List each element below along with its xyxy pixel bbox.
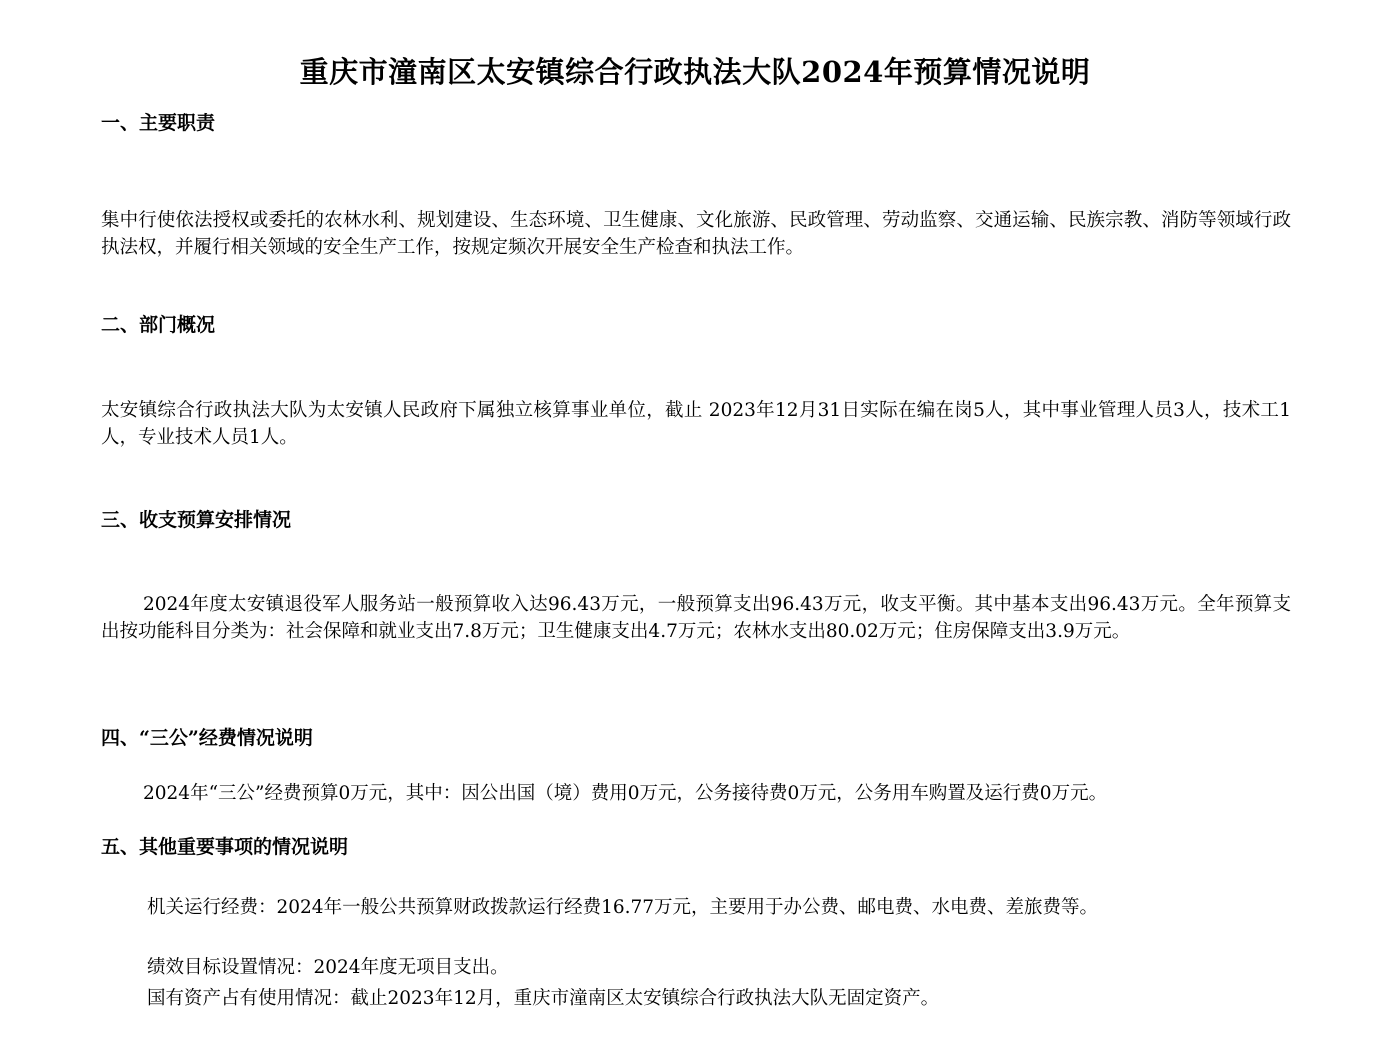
section-heading-three-public: 四、“三公”经费情况说明 bbox=[101, 727, 313, 749]
section-heading-overview: 二、部门概况 bbox=[101, 314, 216, 336]
section-paragraph-three-public: 2024年“三公”经费预算0万元，其中：因公出国（境）费用0万元，公务接待费0万元，公务用车购置及运行费0万元。 bbox=[143, 783, 1108, 804]
section-heading-duties: 一、主要职责 bbox=[101, 112, 216, 134]
section-paragraph-operating-funds: 机关运行经费：2024年一般公共预算财政拨款运行经费16.77万元，主要用于办公费、邮电费、水电费、差旅费等。 bbox=[147, 897, 1099, 918]
section-paragraph-budget: 2024年度太安镇退役军人服务站一般预算收入达96.43万元，一般预算支出96.43万元，收支平衡。其中基本支出96.43万元。全年预算支出按功能科目分类为：社会保障和就业支出7.8万元；卫生健康支出4.7万元；农林水支出80.02万元；住房保障支出3.9万元。 bbox=[101, 594, 1291, 642]
section-paragraph-overview: 太安镇综合行政执法大队为太安镇人民政府下属独立核算事业单位，截止 2023年12月31日实际在编在岗5人，其中事业管理人员3人，技术工1人，专业技术人员1人。 bbox=[101, 400, 1291, 448]
page-title: 重庆市潼南区太安镇综合行政执法大队2024年预算情况说明 bbox=[299, 55, 1091, 89]
section-paragraph-state-assets: 国有资产占有使用情况：截止2023年12月，重庆市潼南区太安镇综合行政执法大队无固定资产。 bbox=[147, 988, 940, 1009]
section-paragraph-duties: 集中行使依法授权或委托的农林水利、规划建设、生态环境、卫生健康、文化旅游、民政管理、劳动监察、交通运输、民族宗教、消防等领域行政执法权，并履行相关领域的安全生产工作，按规定频次开展安全生产检查和执法工作。 bbox=[101, 210, 1291, 258]
section-heading-budget: 三、收支预算安排情况 bbox=[101, 509, 292, 531]
section-paragraph-performance-goals: 绩效目标设置情况：2024年度无项目支出。 bbox=[147, 957, 509, 978]
section-heading-other-matters: 五、其他重要事项的情况说明 bbox=[101, 836, 349, 858]
